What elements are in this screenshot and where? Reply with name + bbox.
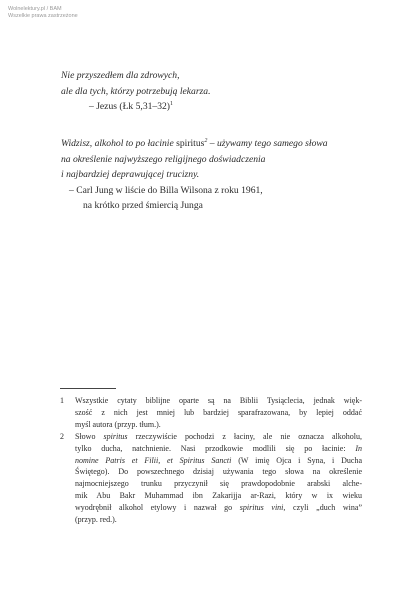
word-spiritus: spiritus (176, 138, 205, 149)
epigraph-jesus (61, 68, 210, 115)
footnote-2-spiritus-vini: spiritus vini (239, 503, 284, 513)
footnote-2-latin-prayer: nomine Patris et Filii, et Spiritus Sancti (75, 455, 232, 465)
footnote-2-line-3b: (W imię Ojca i Syna, i Ducha (231, 455, 363, 465)
footnote-2-line-5: najmocniejszego trunku przyczynił się prawdopodobnie arabski alche- (75, 479, 362, 489)
footnote-number: 2 (60, 431, 64, 441)
footnote-2-spiritus: spiritus (103, 431, 128, 441)
epigraph-jesus-attribution (61, 99, 210, 115)
watermark (8, 6, 78, 20)
epigraph-jung-line-3: i najbardziej deprawującej trucizny. (61, 169, 200, 181)
epigraph-jung-line-2: na określenie najwyższego religijnego doświadczenia (61, 153, 266, 165)
footnote-ref-1: 1 (170, 101, 173, 107)
footnote-2-line-4: Świętego). Do powszechnego dzisiaj używania tego słowa na określenie (75, 467, 362, 477)
footnote-ref-2: 2 (204, 137, 208, 144)
epigraph-jung-line-1 (61, 136, 328, 152)
footnote-divider (60, 388, 116, 389)
footnote-1-line-1: Wszystkie cytaty biblijne oparte są na Biblii Tysiąclecia, jednak więk- (75, 396, 362, 405)
footnote-2-line-2a: tylko ducha, natchnienie. Nasi przodkowie modlili się po łacinie: (75, 443, 346, 453)
footnote-2-line-7a: wyodrębnił alkohol etylowy i nazwał go (75, 503, 240, 513)
footnote-2-line-6: mik Abu Bakr Muhammad ibn Zakarijja ar-Razi, który w ix wieku (75, 491, 362, 501)
footnote-2-in: In (355, 443, 363, 453)
watermark-line-1: Wolnelektury.pl / BAM (8, 6, 62, 12)
footnote-2-line-1 (75, 431, 362, 443)
epigraph-jesus-line-2: ale dla tych, którzy potrzebują lekarza. (61, 85, 211, 97)
watermark-line-2: Wszelkie prawa zastrzeżone (8, 13, 78, 19)
epigraph-jung-attribution-1: – Carl Jung w liście do Billa Wilsona z roku 1961, (69, 184, 263, 196)
attribution-text: – Jezus (Łk 5,31–32) (89, 101, 170, 113)
footnote-1-line-3: myśl autora (przyp. tłum.). (75, 419, 161, 429)
epigraph-jung (61, 136, 328, 214)
footnote-number: 1 (60, 396, 64, 405)
footnote-2 (60, 431, 362, 526)
footnote-2-line-1b: rzeczywiście pochodzi z łaciny, ale nie oznacza alkoholu, (127, 431, 363, 441)
epigraph-jung-attribution-2: na krótko przed śmiercią Junga (83, 200, 203, 212)
footnote-2-line-8: (przyp. red.). (75, 515, 117, 525)
footnote-2-line-7 (75, 502, 362, 514)
footnote-1-line-2: szość z nich jest mniej lub bardziej sparafrazowana, by lepiej oddać (75, 407, 362, 417)
epigraph-jung-line-1a: Widzisz, alkohol to po łacinie (61, 138, 177, 149)
footnote-2-line-1a: Słowo (75, 431, 104, 441)
footnote-2-line-3 (75, 455, 362, 467)
epigraph-jung-line-1b: – używamy tego samego słowa (207, 138, 328, 149)
footnotes (60, 395, 362, 526)
footnote-2-line-2 (75, 443, 362, 455)
footnote-1 (60, 395, 362, 431)
epigraph-jesus-line-1: Nie przyszedłem dla zdrowych, (61, 70, 180, 81)
footnote-2-line-7b: , czyli „duch wina” (283, 503, 362, 513)
